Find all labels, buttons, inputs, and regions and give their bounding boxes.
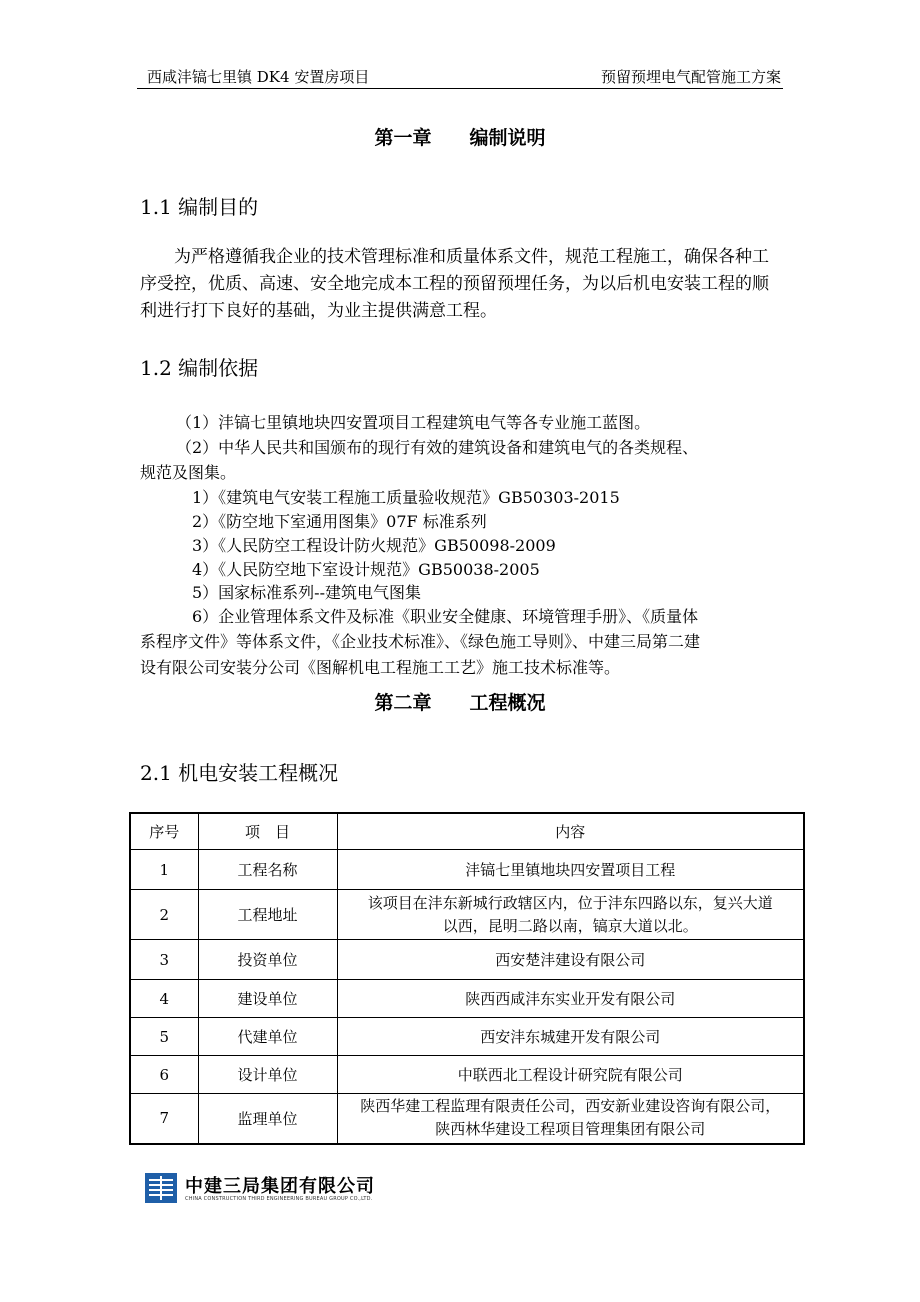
row-content: [337, 890, 804, 940]
row-content-line-1: 该项目在沣东新城行政辖区内，位于沣东四路以东，复兴大道: [367, 893, 773, 912]
chapter-2-heading: [0, 688, 920, 715]
basis-item-2-line-1: （2）中华人民共和国颁布的现行有效的建筑设备和建筑电气的各类规程、: [176, 438, 699, 457]
header-no: 序号: [130, 813, 198, 850]
row-item: 建设单位: [198, 980, 337, 1018]
row-no: 5: [130, 1018, 198, 1056]
company-name-cn: 中建三局集团有限公司: [185, 1176, 375, 1197]
row-content-line-2: 以西，昆明二路以南，镐京大道以北。: [442, 916, 698, 935]
basis-sub-6-line-2: 系程序文件》等体系文件，《企业技术标准》、《绿色施工导则》、中建三局第二建: [140, 632, 701, 651]
row-no: 1: [130, 850, 198, 890]
row-content: 沣镐七里镇地块四安置项目工程: [337, 850, 804, 890]
cscec-logo-icon: [145, 1173, 177, 1203]
chapter-1-number: 第一章: [374, 127, 432, 149]
section-1-1-title: 1.1 编制目的: [140, 195, 259, 219]
chapter-1-title: 编制说明: [469, 127, 546, 149]
row-content: 西安沣东城建开发有限公司: [337, 1018, 804, 1056]
company-name-en: CHINA CONSTRUCTION THIRD ENGINEERING BUREAU GROUP CO.,LTD.: [185, 1196, 373, 1202]
basis-item-2-line-2: 规范及图集。: [140, 463, 237, 482]
basis-sub-3: 3）《人民防空工程设计防火规范》GB50098-2009: [192, 536, 556, 555]
section-1-2-title: 1.2 编制依据: [140, 356, 259, 380]
row-content-line-2: 陕西林华建设工程项目管理集团有限公司: [435, 1120, 706, 1139]
row-item: 工程地址: [198, 890, 337, 940]
basis-item-1: （1）沣镐七里镇地块四安置项目工程建筑电气等各专业施工蓝图。: [176, 413, 651, 432]
row-content: 西安楚沣建设有限公司: [337, 940, 804, 980]
row-item: 设计单位: [198, 1056, 337, 1094]
row-item: 监理单位: [198, 1094, 337, 1144]
table-row: [130, 980, 804, 1018]
chapter-2-title: 工程概况: [469, 692, 546, 714]
row-no: 4: [130, 980, 198, 1018]
row-no: 2: [130, 890, 198, 940]
row-no: 3: [130, 940, 198, 980]
row-no: 6: [130, 1056, 198, 1094]
basis-sub-6-line-3: 设有限公司安装分公司《图解机电工程施工工艺》施工技术标准等。: [140, 658, 621, 677]
chapter-1-heading: [0, 123, 920, 150]
header-project-name: 西咸沣镐七里镇 DK4 安置房项目: [147, 68, 370, 86]
row-item: 工程名称: [198, 850, 337, 890]
header-document-title: 预留预埋电气配管施工方案: [600, 68, 781, 86]
basis-sub-2: 2）《防空地下室通用图集》07F 标准系列: [192, 512, 487, 531]
section-1-1-body: 为严格遵循我企业的技术管理标准和质量体系文件，规范工程施工，确保各种工序受控，优质、高速、安全地完成本工程的预留预埋任务，为以后机电安装工程的顺利进行打下良好的基础，为业主提供满意工程。: [140, 247, 769, 321]
row-item: 代建单位: [198, 1018, 337, 1056]
row-content: [337, 1094, 804, 1144]
chapter-2-number: 第二章: [374, 692, 432, 714]
header-content: 内容: [337, 813, 804, 850]
table-header-row: [130, 813, 804, 850]
page-header: [137, 64, 783, 89]
header-item: 项 目: [198, 813, 337, 850]
footer-logo: [145, 1168, 405, 1208]
table-row: [130, 1056, 804, 1094]
table-row: [130, 940, 804, 980]
table-row: [130, 1018, 804, 1056]
section-2-1-title: 2.1 机电安装工程概况: [140, 761, 339, 785]
basis-sub-6-line-1: 6）企业管理体系文件及标准《职业安全健康、环境管理手册》、《质量体: [192, 607, 699, 626]
basis-sub-5: 5）国家标准系列--建筑电气图集: [192, 583, 421, 602]
basis-sub-4: 4）《人民防空地下室设计规范》GB50038-2005: [192, 560, 540, 579]
row-no: 7: [130, 1094, 198, 1144]
basis-sub-1: 1）《建筑电气安装工程施工质量验收规范》GB50303-2015: [192, 488, 620, 507]
row-content: 中联西北工程设计研究院有限公司: [337, 1056, 804, 1094]
project-overview-table: [129, 812, 805, 1145]
row-content-line-1: 陕西华建工程监理有限责任公司，西安新业建设咨询有限公司，: [360, 1097, 781, 1116]
row-content: 陕西西咸沣东实业开发有限公司: [337, 980, 804, 1018]
table-row: [130, 850, 804, 890]
row-item: 投资单位: [198, 940, 337, 980]
table-row: [130, 890, 804, 940]
table-row: [130, 1094, 804, 1144]
